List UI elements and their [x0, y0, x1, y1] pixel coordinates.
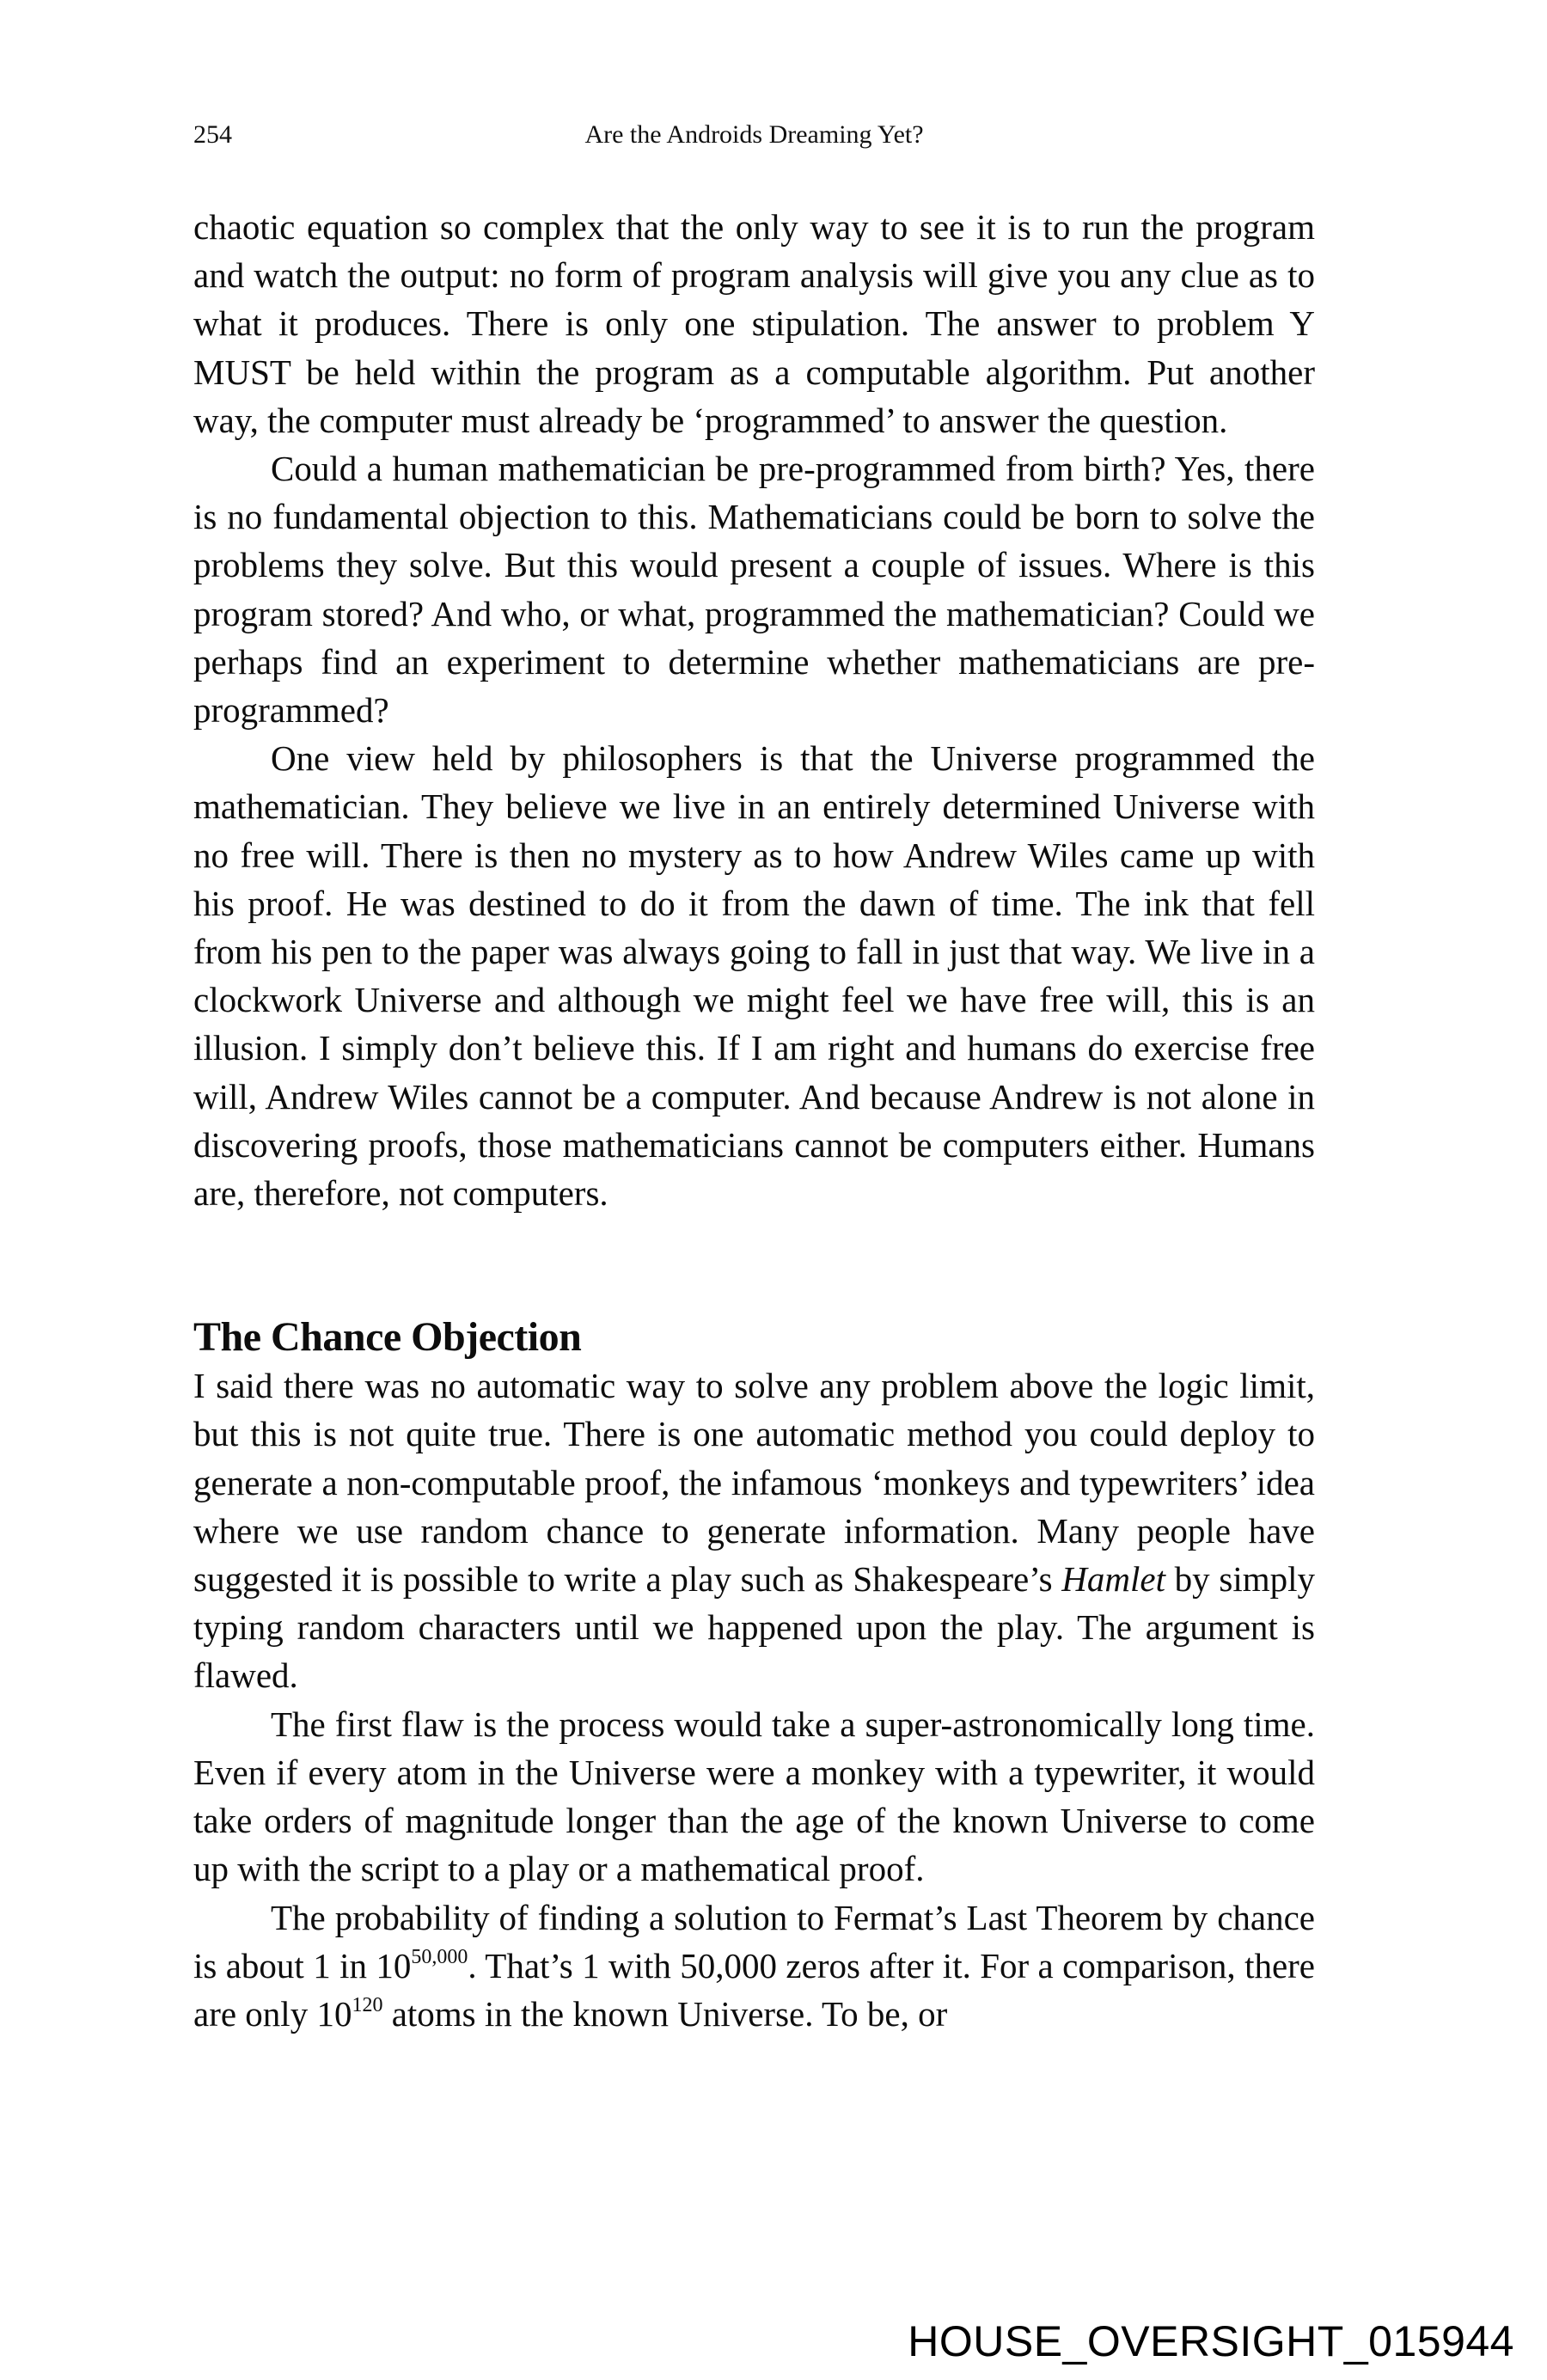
text-run: atoms in the known Universe. To be, or: [382, 1993, 948, 2034]
italic-title: Hamlet: [1061, 1559, 1165, 1600]
text-run: . That’s 1 with 50,000 zeros after it. For a comparison, there are only 10: [193, 1945, 1316, 2034]
exponent: 120: [352, 1993, 383, 2016]
exponent: 50,000: [411, 1945, 468, 1968]
body-text: [193, 203, 1315, 2038]
paragraph: chaotic equation so complex that the only way to see it is to run the program and watch the output: no form of program analysis will give you any clue as to what it produces. There is only one stipulation. The answer to problem Y MUST be held within the program as a computable algorithm. Put another way, the computer must already be ‘programmed’ to answer the question.: [193, 207, 1315, 440]
bates-stamp: HOUSE_OVERSIGHT_015944: [908, 2317, 1514, 2365]
running-header: [193, 120, 1315, 163]
text-run: by simply typing random characters until we happened upon the play. The argument is flawed.: [193, 1559, 1315, 1696]
page-number: 254: [193, 120, 232, 149]
section-heading: The Chance Objection: [193, 1314, 582, 1361]
paragraph: The first flaw is the process would take a super-astronomically long time. Even if every atom in the Universe were a monkey with a typewriter, it would take orders of magnitude longer than the age of the known Universe to come up with the script to a play or a mathematical proof.: [193, 1704, 1315, 1889]
running-title: Are the Androids Dreaming Yet?: [584, 120, 924, 149]
text-run: The probability of finding a solution to Fermat’s Last Theorem by chance is about 1 in 10: [193, 1897, 1315, 1985]
text-run: I said there was no automatic way to solve any problem above the logic limit, but this is not quite true. There is one automatic method you could deploy to generate a non-computable proof, the infamous ‘monkeys and typewriters’ idea where we use random chance to generate information. Many people have suggested it is possible to write a play such as Shakespeare’s: [193, 1366, 1315, 1600]
paragraph: [193, 1361, 1315, 1699]
paragraph: [193, 1894, 1315, 2039]
paragraph: Could a human mathematician be pre-programmed from birth? Yes, there is no fundamental objection to this. Mathematicians could be born to solve the problems they solve. But this would present a couple of issues. Where is this program stored? And who, or what, programmed the mathematician? Could we perhaps find an experiment to determine whether mathematicians are pre-programmed?: [193, 449, 1315, 731]
paragraph: One view held by philosophers is that the Universe programmed the mathematician. They believe we live in an entirely determined Universe with no free will. There is then no mystery as to how Andrew Wiles came up with his proof. He was destined to do it from the dawn of time. The ink that fell from his pen to the paper was always going to fall in just that way. We live in a clockwork Universe and although we might feel we have free will, this is an illusion. I simply don’t believe this. If I am right and humans do exercise free will, Andrew Wiles cannot be a computer. And because Andrew is not alone in discovering proofs, those mathematicians cannot be computers either. Humans are, therefore, not computers.: [193, 738, 1315, 1214]
